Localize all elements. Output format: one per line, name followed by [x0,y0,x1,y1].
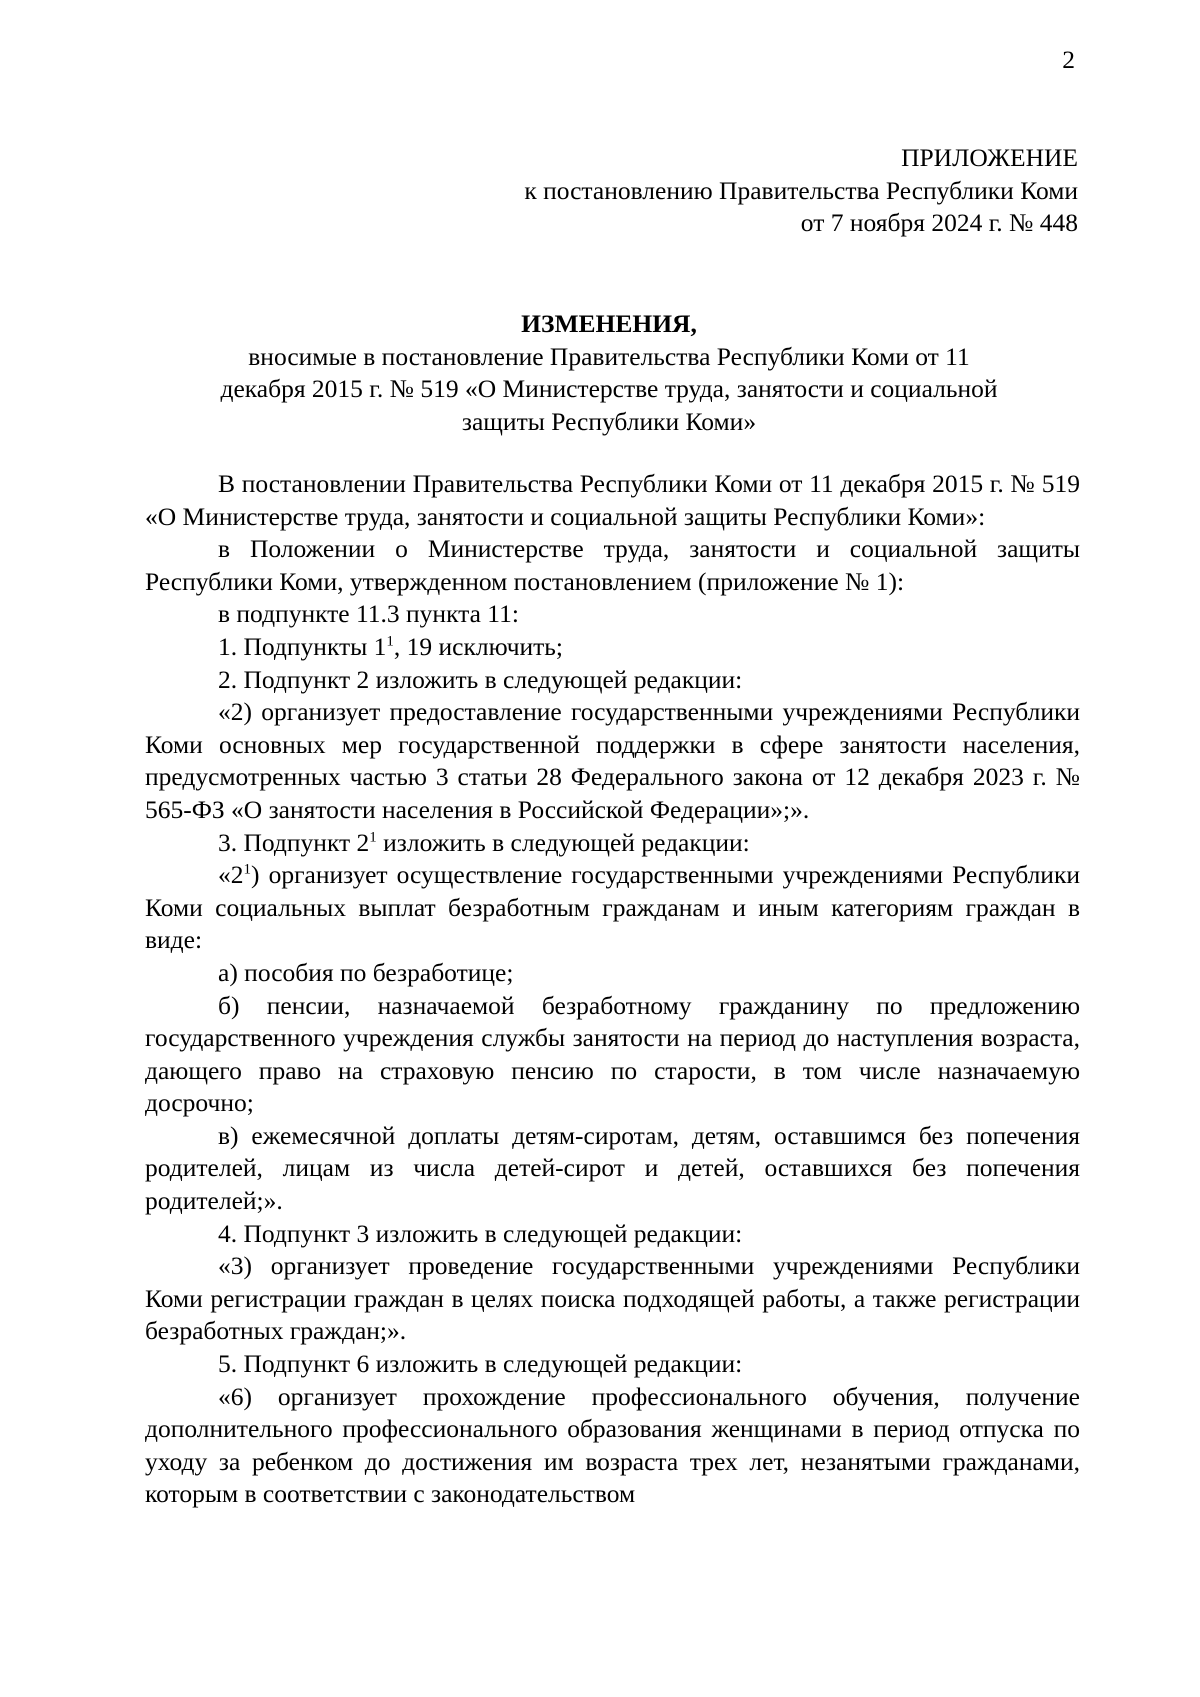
text-run: 1. Подпункты 1 [218,631,387,661]
document-title [140,308,1078,438]
superscript: 1 [386,633,394,650]
text-run: изложить в следующей редакции: [376,827,750,857]
appendix-block [524,142,1078,240]
appendix-reference: к постановлению Правительства Республики Коми [524,175,1078,205]
paragraph: в Положении о Министерстве труда, занятости и социальной защиты Республики Коми, утвержденном постановлением (приложение № 1): [145,534,1080,596]
title-line-3: защиты Республики Коми» [461,406,757,436]
text-run: «2 [218,860,244,890]
superscript: 1 [243,861,251,878]
paragraph: «2) организует предоставление государственными учреждениями Республики Коми основных мер государственной поддержки в сфере занятости населения, предусмотренных частью 3 статьи 28 Федерального закона от 12 декабря 2023 г. № 565-ФЗ «О занятости населения в Российской Федерации»;». [145,697,1080,824]
title-line-2: декабря 2015 г. № 519 «О Министерстве труда, занятости и социальной [220,374,998,404]
paragraph: «3) организует проведение государственными учреждениями Республики Коми регистрации граждан в целях поиска подходящей работы, а также регистрации безработных граждан;». [145,1251,1080,1346]
paragraph: В постановлении Правительства Республики Коми от 11 декабря 2015 г. № 519 «О Министерстве труда, занятости и социальной защиты Республики Коми»: [145,469,1080,531]
paragraph: в) ежемесячной доплаты детям-сиротам, детям, оставшимся без попечения родителей, лицам из числа детей-сирот и детей, оставшихся без попечения родителей;». [145,1120,1080,1216]
title-line-1: вносимые в постановление Правительства Республики Коми от 11 [248,341,970,371]
title-heading: ИЗМЕНЕНИЯ, [521,309,697,338]
paragraph [145,827,1080,860]
document-body [145,468,1080,1511]
paragraph [145,631,1080,664]
paragraph: «6) организует прохождение профессионального обучения, получение дополнительного профессионального образования женщинами в период отпуска по уходу за ребенком до достижения им возраста трех лет, незанятыми гражданами, которым в соответствии с законодательством [145,1381,1080,1509]
paragraph: в подпункте 11.3 пункта 11: [218,599,519,629]
appendix-label: ПРИЛОЖЕНИЕ [901,143,1078,172]
paragraph: 4. Подпункт 3 изложить в следующей редакции: [218,1218,743,1248]
page-number: 2 [1062,45,1075,74]
text-run: ) организует осуществление государственными учреждениями Республики Коми социальных выплат безработным гражданам и иным категориям граждан в виде: [145,860,1080,955]
paragraph: б) пенсии, назначаемой безработному гражданину по предложению государственного учреждения службы занятости на период до наступления возраста, дающего право на страховую пенсию по старости, в том числе назначаемую досрочно; [145,990,1080,1118]
paragraph [145,859,1080,957]
paragraph: 2. Подпункт 2 изложить в следующей редакции: [218,664,743,694]
text-run: 3. Подпункт 2 [218,827,370,857]
paragraph: а) пособия по безработице; [218,957,514,987]
superscript: 1 [369,829,377,846]
paragraph: 5. Подпункт 6 изложить в следующей редакции: [218,1349,743,1379]
text-run: , 19 исключить; [393,631,564,661]
appendix-date-number: от 7 ноября 2024 г. № 448 [800,208,1078,238]
